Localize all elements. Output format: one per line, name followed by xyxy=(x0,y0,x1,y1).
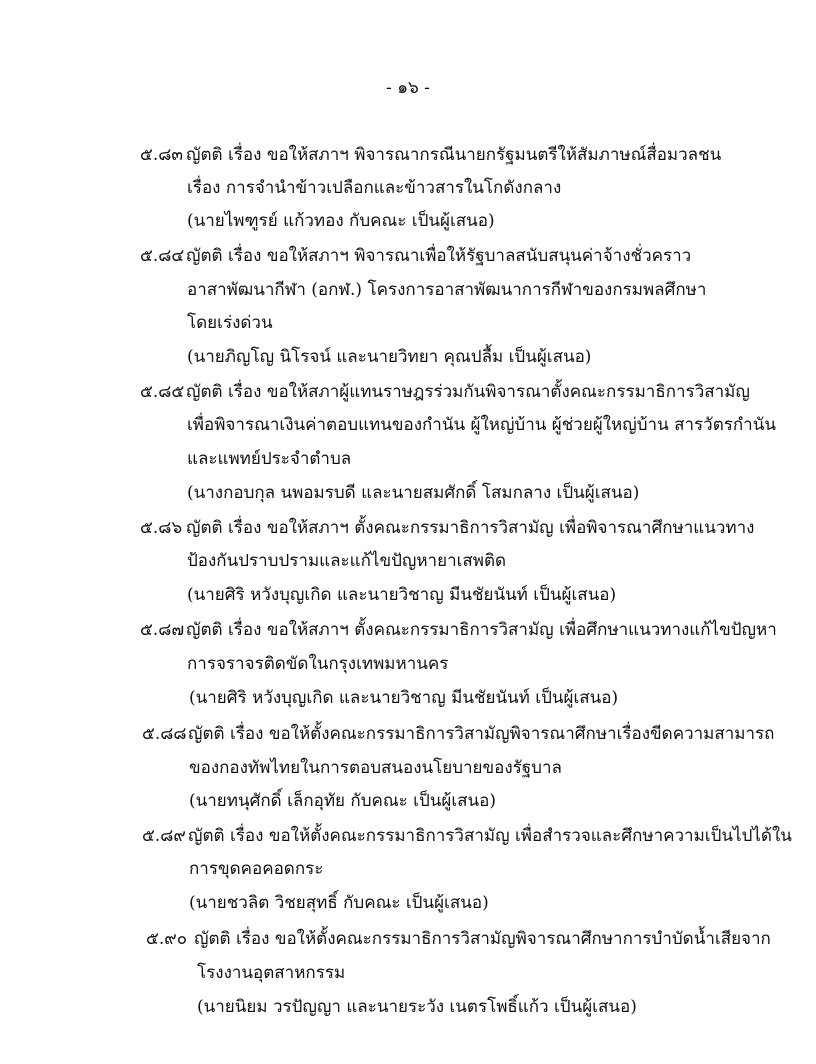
item-proposer: (นายไพฑูรย์ แก้วทอง กับคณะ เป็นผู้เสนอ) xyxy=(187,211,495,231)
item-title-line: การขุดคอคอดกระ xyxy=(189,859,324,879)
item-number: ๕.๙๐ xyxy=(146,929,188,949)
item-title-line: ญัตติ เรื่อง ขอให้สภาฯ ตั้งคณะกรรมาธิการวิสามัญ เพื่อพิจารณาศึกษาแนวทาง xyxy=(186,518,755,538)
item-number: ๕.๘๙ xyxy=(142,826,186,846)
item-title-line: การจราจรติดขัดในกรุงเทพมหานคร xyxy=(187,654,449,674)
item-proposer: (นายชวลิต วิชยสุทธิ์ กับคณะ เป็นผู้เสนอ) xyxy=(189,893,489,913)
item-title-line: ญัตติ เรื่อง ขอให้ตั้งคณะกรรมาธิการวิสามัญพิจารณาศึกษาการบำบัดน้ำเสียจาก xyxy=(194,929,771,949)
item-number: ๕.๘๖ xyxy=(140,518,183,538)
item-title-line: ญัตติ เรื่อง ขอให้สภาฯ พิจารณาเพื่อให้รัฐบาลสนับสนุนค่าจ้างชั่วคราว xyxy=(186,246,692,266)
item-title-line: เรื่อง การจำนำข้าวเปลือกและข้าวสารในโกดังกลาง xyxy=(187,178,562,198)
item-proposer: (นางกอบกุล นพอมรบดี และนายสมศักดิ์ โสมกลาง เป็นผู้เสนอ) xyxy=(187,483,640,503)
item-number: ๕.๘๕ xyxy=(140,382,185,402)
item-title-line: ของกองทัพไทยในการตอบสนองนโยบายของรัฐบาล xyxy=(189,758,562,778)
item-title-line: ญัตติ เรื่อง ขอให้สภาฯ พิจารณากรณีนายกรัฐมนตรีให้สัมภาษณ์สื่อมวลชน xyxy=(186,145,722,165)
item-number: ๕.๘๘ xyxy=(142,724,187,744)
item-proposer: (นายทนุศักดิ์ เล็กอุทัย กับคณะ เป็นผู้เสนอ) xyxy=(189,791,497,811)
item-title-line: โดยเร่งด่วน xyxy=(187,313,273,333)
item-proposer: (นายศิริ หวังบุญเกิด และนายวิชาญ มีนชัยนันท์ เป็นผู้เสนอ) xyxy=(187,585,617,605)
item-title-line: และแพทย์ประจำตำบล xyxy=(187,449,352,469)
item-proposer: (นายภิญโญ นิโรจน์ และนายวิทยา คุณปลื้ม เป็นผู้เสนอ) xyxy=(187,347,592,367)
item-title-line: ญัตติ เรื่อง ขอให้ตั้งคณะกรรมาธิการวิสามัญพิจารณาศึกษาเรื่องขีดความสามารถ xyxy=(188,724,775,744)
item-title-line: ญัตติ เรื่อง ขอให้ตั้งคณะกรรมาธิการวิสามัญ เพื่อสำรวจและศึกษาความเป็นไปได้ใน xyxy=(188,826,792,846)
item-title-line: ป้องกันปราบปรามและแก้ไขปัญหายาเสพติด xyxy=(187,551,507,571)
page-number: - ๑๖ - xyxy=(386,78,430,98)
item-title-line: ญัตติ เรื่อง ขอให้สภาฯ ตั้งคณะกรรมาธิการวิสามัญ เพื่อศึกษาแนวทางแก้ไขปัญหา xyxy=(186,620,777,640)
item-title-line: เพื่อพิจารณาเงินค่าตอบแทนของกำนัน ผู้ใหญ่บ้าน ผู้ช่วยผู้ใหญ่บ้าน สารวัตรกำนัน xyxy=(187,415,776,435)
item-number: ๕.๘๔ xyxy=(140,246,185,266)
item-proposer: (นายศิริ หวังบุญเกิด และนายวิชาญ มีนชัยนันท์ เป็นผู้เสนอ) xyxy=(189,688,619,708)
item-title-line: โรงงานอุตสาหกรรม xyxy=(197,963,346,983)
item-number: ๕.๘๗ xyxy=(140,620,185,640)
item-title-line: อาสาพัฒนากีฬา (อกฬ.) โครงการอาสาพัฒนาการกีฬาของกรมพลศึกษา xyxy=(187,280,707,300)
item-number: ๕.๘๓ xyxy=(140,145,184,165)
item-title-line: ญัตติ เรื่อง ขอให้สภาผู้แทนราษฎรร่วมกันพิจารณาตั้งคณะกรรมาธิการวิสามัญ xyxy=(186,382,750,402)
item-proposer: (นายนิยม วรปัญญา และนายระวัง เนตรโพธิ์แก้ว เป็นผู้เสนอ) xyxy=(197,997,637,1017)
